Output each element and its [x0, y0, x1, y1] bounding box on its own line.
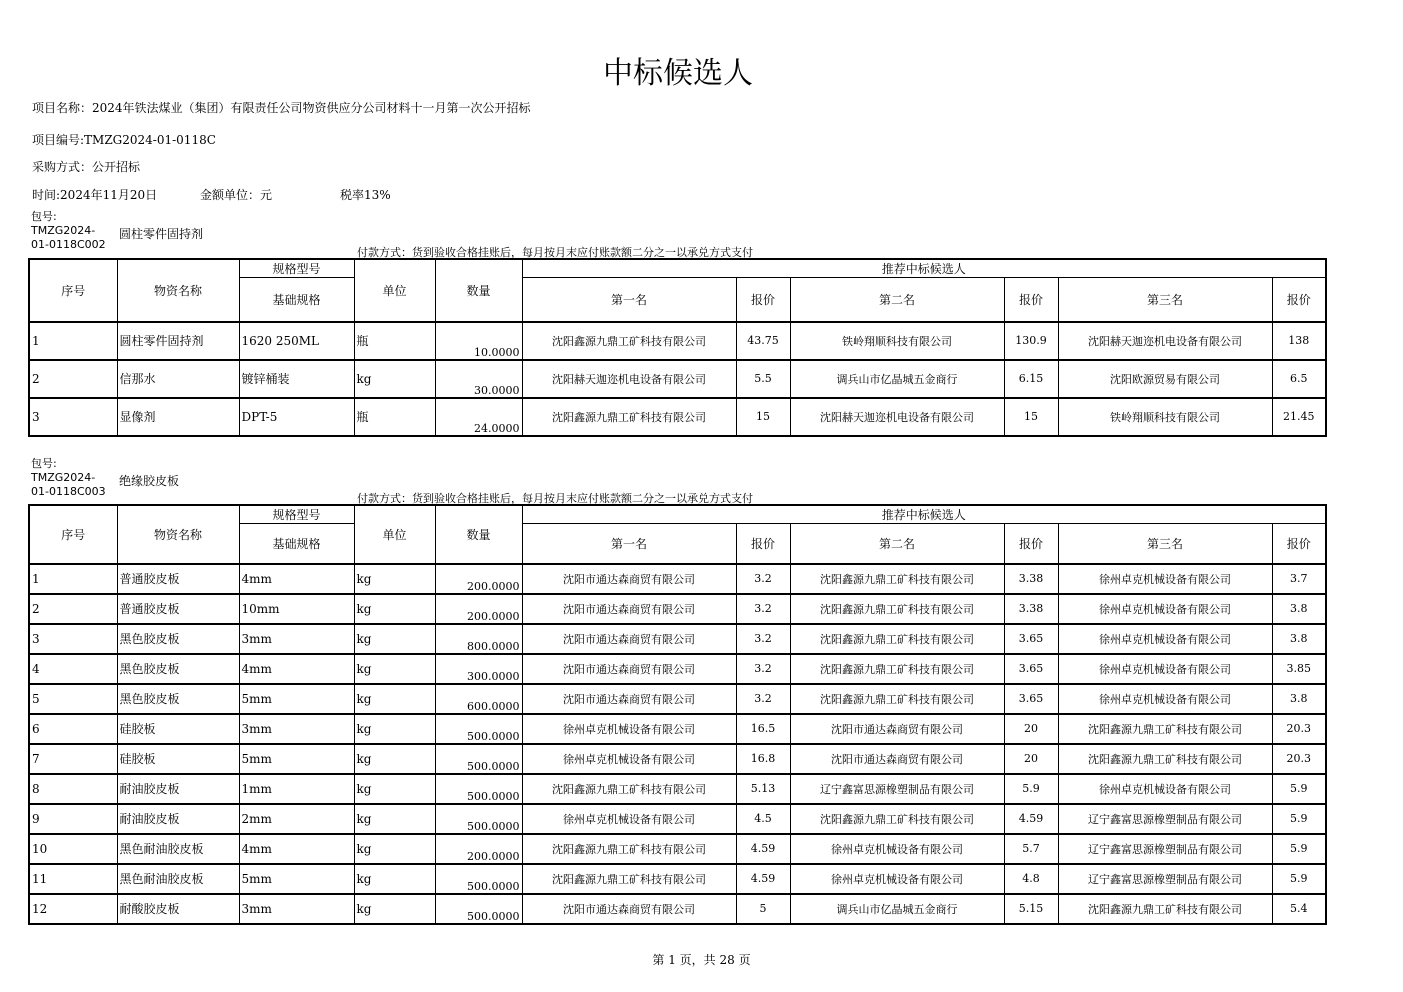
tax-rate: 税率13%: [340, 188, 391, 202]
row-qty: 200.0000: [435, 594, 522, 624]
row-first-price: 3.2: [736, 594, 790, 624]
table-row: [29, 714, 1326, 744]
row-third-candidate: 沈阳赫天迦迩机电设备有限公司: [1058, 322, 1272, 360]
row-seq: 2: [29, 594, 117, 624]
row-item-name: 黑色胶皮板: [117, 654, 239, 684]
row-spec: 2mm: [239, 804, 354, 834]
row-third-candidate: 沈阳欧源贸易有限公司: [1058, 360, 1272, 398]
row-first-candidate: 沈阳鑫源九鼎工矿科技有限公司: [522, 864, 736, 894]
row-unit: kg: [354, 594, 435, 624]
payment-terms: 付款方式：货到验收合格挂账后，每月按月末应付账款额二分之一以承兑方式支付: [357, 246, 753, 259]
header-spec-group: 规格型号: [239, 505, 354, 524]
row-item-name: 信那水: [117, 360, 239, 398]
row-third-candidate: 徐州卓克机械设备有限公司: [1058, 774, 1272, 804]
row-first-candidate: 沈阳鑫源九鼎工矿科技有限公司: [522, 774, 736, 804]
row-item-name: 圆柱零件固持剂: [117, 322, 239, 360]
row-second-candidate: 沈阳赫天迦迩机电设备有限公司: [790, 398, 1004, 436]
row-second-candidate: 徐州卓克机械设备有限公司: [790, 834, 1004, 864]
table-row: [29, 684, 1326, 714]
row-unit: kg: [354, 834, 435, 864]
header-price: 报价: [1272, 524, 1326, 564]
row-third-candidate: 沈阳鑫源九鼎工矿科技有限公司: [1058, 714, 1272, 744]
row-third-candidate: 徐州卓克机械设备有限公司: [1058, 684, 1272, 714]
header-third: 第三名: [1058, 278, 1272, 322]
row-spec: 3mm: [239, 624, 354, 654]
row-unit: kg: [354, 894, 435, 924]
row-item-name: 耐油胶皮板: [117, 774, 239, 804]
row-unit: kg: [354, 774, 435, 804]
table-row: [29, 894, 1326, 924]
package-number-line1: TMZG2024-: [31, 471, 96, 484]
date: 时间:2024年11月20日: [32, 188, 158, 202]
row-second-price: 4.8: [1004, 864, 1058, 894]
row-first-candidate: 沈阳市通达森商贸有限公司: [522, 894, 736, 924]
header-second: 第二名: [790, 524, 1004, 564]
row-second-price: 6.15: [1004, 360, 1058, 398]
row-first-price: 15: [736, 398, 790, 436]
package-name: 绝缘胶皮板: [119, 474, 180, 488]
row-first-price: 3.2: [736, 564, 790, 594]
row-seq: 7: [29, 744, 117, 774]
row-third-price: 5.4: [1272, 894, 1326, 924]
row-qty: 500.0000: [435, 864, 522, 894]
row-unit: kg: [354, 804, 435, 834]
package-name: 圆柱零件固持剂: [119, 227, 204, 241]
table-row: [29, 654, 1326, 684]
row-first-price: 43.75: [736, 322, 790, 360]
row-spec: 3mm: [239, 894, 354, 924]
row-unit: kg: [354, 684, 435, 714]
header-spec: 基础规格: [239, 524, 354, 564]
row-spec: 4mm: [239, 834, 354, 864]
row-first-price: 5: [736, 894, 790, 924]
row-second-candidate: 徐州卓克机械设备有限公司: [790, 864, 1004, 894]
package-number-line2: 01-0118C002: [31, 238, 106, 251]
row-spec: 3mm: [239, 714, 354, 744]
row-second-candidate: 沈阳鑫源九鼎工矿科技有限公司: [790, 624, 1004, 654]
row-second-price: 130.9: [1004, 322, 1058, 360]
row-seq: 4: [29, 654, 117, 684]
header-seq: 序号: [29, 505, 117, 564]
row-third-price: 5.9: [1272, 804, 1326, 834]
row-qty: 500.0000: [435, 804, 522, 834]
header-price: 报价: [1004, 524, 1058, 564]
row-third-price: 3.8: [1272, 594, 1326, 624]
row-first-candidate: 沈阳赫天迦迩机电设备有限公司: [522, 360, 736, 398]
row-spec: 4mm: [239, 564, 354, 594]
row-third-price: 5.9: [1272, 834, 1326, 864]
header-third: 第三名: [1058, 524, 1272, 564]
row-first-price: 16.5: [736, 714, 790, 744]
row-second-candidate: 铁岭翔顺科技有限公司: [790, 322, 1004, 360]
row-first-price: 5.13: [736, 774, 790, 804]
row-first-candidate: 徐州卓克机械设备有限公司: [522, 804, 736, 834]
row-unit: kg: [354, 564, 435, 594]
header-price: 报价: [736, 524, 790, 564]
row-third-price: 5.9: [1272, 774, 1326, 804]
row-seq: 12: [29, 894, 117, 924]
header-first: 第一名: [522, 278, 736, 322]
row-seq: 6: [29, 714, 117, 744]
row-second-candidate: 辽宁鑫富思源橡塑制品有限公司: [790, 774, 1004, 804]
row-first-price: 3.2: [736, 624, 790, 654]
row-first-price: 16.8: [736, 744, 790, 774]
row-seq: 3: [29, 624, 117, 654]
row-spec: DPT-5: [239, 398, 354, 436]
row-second-price: 20: [1004, 744, 1058, 774]
row-second-price: 5.7: [1004, 834, 1058, 864]
row-item-name: 显像剂: [117, 398, 239, 436]
row-third-candidate: 辽宁鑫富思源橡塑制品有限公司: [1058, 804, 1272, 834]
row-first-price: 3.2: [736, 684, 790, 714]
row-unit: kg: [354, 744, 435, 774]
header-unit: 单位: [354, 505, 435, 564]
meta-line: [32, 186, 391, 203]
row-second-price: 3.65: [1004, 654, 1058, 684]
header-name: 物资名称: [117, 505, 239, 564]
row-spec: 5mm: [239, 684, 354, 714]
row-first-candidate: 沈阳鑫源九鼎工矿科技有限公司: [522, 398, 736, 436]
row-seq: 11: [29, 864, 117, 894]
row-unit: 瓶: [354, 398, 435, 436]
row-second-candidate: 沈阳鑫源九鼎工矿科技有限公司: [790, 564, 1004, 594]
row-second-candidate: 沈阳鑫源九鼎工矿科技有限公司: [790, 804, 1004, 834]
table-row: [29, 834, 1326, 864]
row-unit: kg: [354, 864, 435, 894]
package-label: [31, 458, 106, 498]
header-first: 第一名: [522, 524, 736, 564]
header-qty: 数量: [435, 505, 522, 564]
row-qty: 30.0000: [435, 360, 522, 398]
row-third-candidate: 徐州卓克机械设备有限公司: [1058, 594, 1272, 624]
row-third-price: 3.7: [1272, 564, 1326, 594]
table-row: [29, 322, 1326, 360]
row-first-candidate: 沈阳鑫源九鼎工矿科技有限公司: [522, 322, 736, 360]
table-row: [29, 624, 1326, 654]
row-third-candidate: 沈阳鑫源九鼎工矿科技有限公司: [1058, 744, 1272, 774]
row-item-name: 硅胶板: [117, 714, 239, 744]
row-third-candidate: 铁岭翔顺科技有限公司: [1058, 398, 1272, 436]
row-qty: 500.0000: [435, 714, 522, 744]
row-seq: 10: [29, 834, 117, 864]
row-second-price: 20: [1004, 714, 1058, 744]
row-qty: 200.0000: [435, 564, 522, 594]
table-row: [29, 744, 1326, 774]
row-second-price: 5.15: [1004, 894, 1058, 924]
procurement-method: 采购方式：公开招标: [32, 160, 141, 174]
header-qty: 数量: [435, 259, 522, 322]
table-row: [29, 564, 1326, 594]
row-first-candidate: 沈阳市通达森商贸有限公司: [522, 684, 736, 714]
row-qty: 500.0000: [435, 744, 522, 774]
row-second-price: 3.65: [1004, 684, 1058, 714]
header-unit: 单位: [354, 259, 435, 322]
package-label-text: 包号:: [31, 457, 57, 470]
header-spec-group: 规格型号: [239, 259, 354, 278]
row-first-candidate: 沈阳市通达森商贸有限公司: [522, 564, 736, 594]
project-name: 项目名称：2024年铁法煤业（集团）有限责任公司物资供应分公司材料十一月第一次公开招标: [32, 101, 531, 115]
package-label: [31, 211, 106, 251]
row-spec: 5mm: [239, 864, 354, 894]
page-title: 中标候选人: [603, 56, 753, 91]
row-third-candidate: 徐州卓克机械设备有限公司: [1058, 624, 1272, 654]
row-second-candidate: 沈阳鑫源九鼎工矿科技有限公司: [790, 684, 1004, 714]
row-second-candidate: 沈阳鑫源九鼎工矿科技有限公司: [790, 654, 1004, 684]
row-third-candidate: 徐州卓克机械设备有限公司: [1058, 564, 1272, 594]
row-seq: 9: [29, 804, 117, 834]
row-second-candidate: 沈阳市通达森商贸有限公司: [790, 714, 1004, 744]
header-second: 第二名: [790, 278, 1004, 322]
row-item-name: 黑色耐油胶皮板: [117, 864, 239, 894]
table-row: [29, 804, 1326, 834]
table-row: [29, 398, 1326, 436]
row-qty: 10.0000: [435, 322, 522, 360]
row-unit: kg: [354, 624, 435, 654]
table-row: [29, 774, 1326, 804]
row-second-price: 4.59: [1004, 804, 1058, 834]
row-seq: 2: [29, 360, 117, 398]
row-spec: 镀锌桶装: [239, 360, 354, 398]
row-qty: 800.0000: [435, 624, 522, 654]
row-item-name: 黑色胶皮板: [117, 624, 239, 654]
row-seq: 1: [29, 564, 117, 594]
header-name: 物资名称: [117, 259, 239, 322]
row-seq: 3: [29, 398, 117, 436]
header-recommended: 推荐中标候选人: [522, 505, 1326, 524]
row-third-price: 21.45: [1272, 398, 1326, 436]
row-third-candidate: 徐州卓克机械设备有限公司: [1058, 654, 1272, 684]
header-seq: 序号: [29, 259, 117, 322]
row-item-name: 黑色耐油胶皮板: [117, 834, 239, 864]
header-recommended: 推荐中标候选人: [522, 259, 1326, 278]
row-seq: 1: [29, 322, 117, 360]
row-second-price: 3.65: [1004, 624, 1058, 654]
row-unit: kg: [354, 654, 435, 684]
project-number: 项目编号:TMZG2024-01-0118C: [32, 133, 216, 147]
row-spec: 4mm: [239, 654, 354, 684]
row-first-candidate: 沈阳市通达森商贸有限公司: [522, 624, 736, 654]
row-first-candidate: 徐州卓克机械设备有限公司: [522, 744, 736, 774]
row-item-name: 普通胶皮板: [117, 564, 239, 594]
package-number-line1: TMZG2024-: [31, 224, 96, 237]
row-third-price: 3.85: [1272, 654, 1326, 684]
row-item-name: 耐油胶皮板: [117, 804, 239, 834]
row-second-price: 3.38: [1004, 564, 1058, 594]
row-third-price: 3.8: [1272, 624, 1326, 654]
row-second-price: 15: [1004, 398, 1058, 436]
row-second-candidate: 调兵山市亿晶城五金商行: [790, 894, 1004, 924]
row-second-price: 5.9: [1004, 774, 1058, 804]
row-item-name: 普通胶皮板: [117, 594, 239, 624]
row-spec: 10mm: [239, 594, 354, 624]
row-qty: 200.0000: [435, 834, 522, 864]
row-third-candidate: 沈阳鑫源九鼎工矿科技有限公司: [1058, 894, 1272, 924]
row-spec: 1620 250ML: [239, 322, 354, 360]
row-qty: 500.0000: [435, 774, 522, 804]
row-item-name: 耐酸胶皮板: [117, 894, 239, 924]
row-spec: 1mm: [239, 774, 354, 804]
row-second-candidate: 沈阳市通达森商贸有限公司: [790, 744, 1004, 774]
header-spec: 基础规格: [239, 278, 354, 322]
row-third-candidate: 辽宁鑫富思源橡塑制品有限公司: [1058, 864, 1272, 894]
row-second-price: 3.38: [1004, 594, 1058, 624]
row-first-price: 5.5: [736, 360, 790, 398]
page-footer: 第 1 页，共 28 页: [652, 953, 751, 967]
row-second-candidate: 调兵山市亿晶城五金商行: [790, 360, 1004, 398]
row-first-price: 4.5: [736, 804, 790, 834]
row-second-candidate: 沈阳鑫源九鼎工矿科技有限公司: [790, 594, 1004, 624]
row-first-candidate: 沈阳市通达森商贸有限公司: [522, 654, 736, 684]
payment-terms: 付款方式：货到验收合格挂账后，每月按月末应付账款额二分之一以承兑方式支付: [357, 492, 753, 505]
row-seq: 5: [29, 684, 117, 714]
row-third-price: 5.9: [1272, 864, 1326, 894]
row-first-price: 4.59: [736, 834, 790, 864]
table-row: [29, 864, 1326, 894]
header-price: 报价: [1272, 278, 1326, 322]
row-third-price: 6.5: [1272, 360, 1326, 398]
table-row: [29, 360, 1326, 398]
bid-table: [28, 258, 1327, 437]
row-qty: 500.0000: [435, 894, 522, 924]
row-third-price: 138: [1272, 322, 1326, 360]
row-third-candidate: 辽宁鑫富思源橡塑制品有限公司: [1058, 834, 1272, 864]
package-label-text: 包号:: [31, 210, 57, 223]
row-first-price: 4.59: [736, 864, 790, 894]
row-item-name: 硅胶板: [117, 744, 239, 774]
row-first-candidate: 徐州卓克机械设备有限公司: [522, 714, 736, 744]
row-third-price: 3.8: [1272, 684, 1326, 714]
row-qty: 600.0000: [435, 684, 522, 714]
row-seq: 8: [29, 774, 117, 804]
row-first-candidate: 沈阳市通达森商贸有限公司: [522, 594, 736, 624]
row-unit: kg: [354, 714, 435, 744]
header-price: 报价: [736, 278, 790, 322]
row-first-candidate: 沈阳鑫源九鼎工矿科技有限公司: [522, 834, 736, 864]
row-qty: 24.0000: [435, 398, 522, 436]
package-number-line2: 01-0118C003: [31, 485, 106, 498]
row-unit: 瓶: [354, 322, 435, 360]
row-third-price: 20.3: [1272, 714, 1326, 744]
header-price: 报价: [1004, 278, 1058, 322]
bid-table: [28, 504, 1327, 925]
row-spec: 5mm: [239, 744, 354, 774]
row-unit: kg: [354, 360, 435, 398]
row-third-price: 20.3: [1272, 744, 1326, 774]
currency-unit: 金额单位：元: [200, 188, 273, 202]
row-first-price: 3.2: [736, 654, 790, 684]
row-qty: 300.0000: [435, 654, 522, 684]
row-item-name: 黑色胶皮板: [117, 684, 239, 714]
table-row: [29, 594, 1326, 624]
